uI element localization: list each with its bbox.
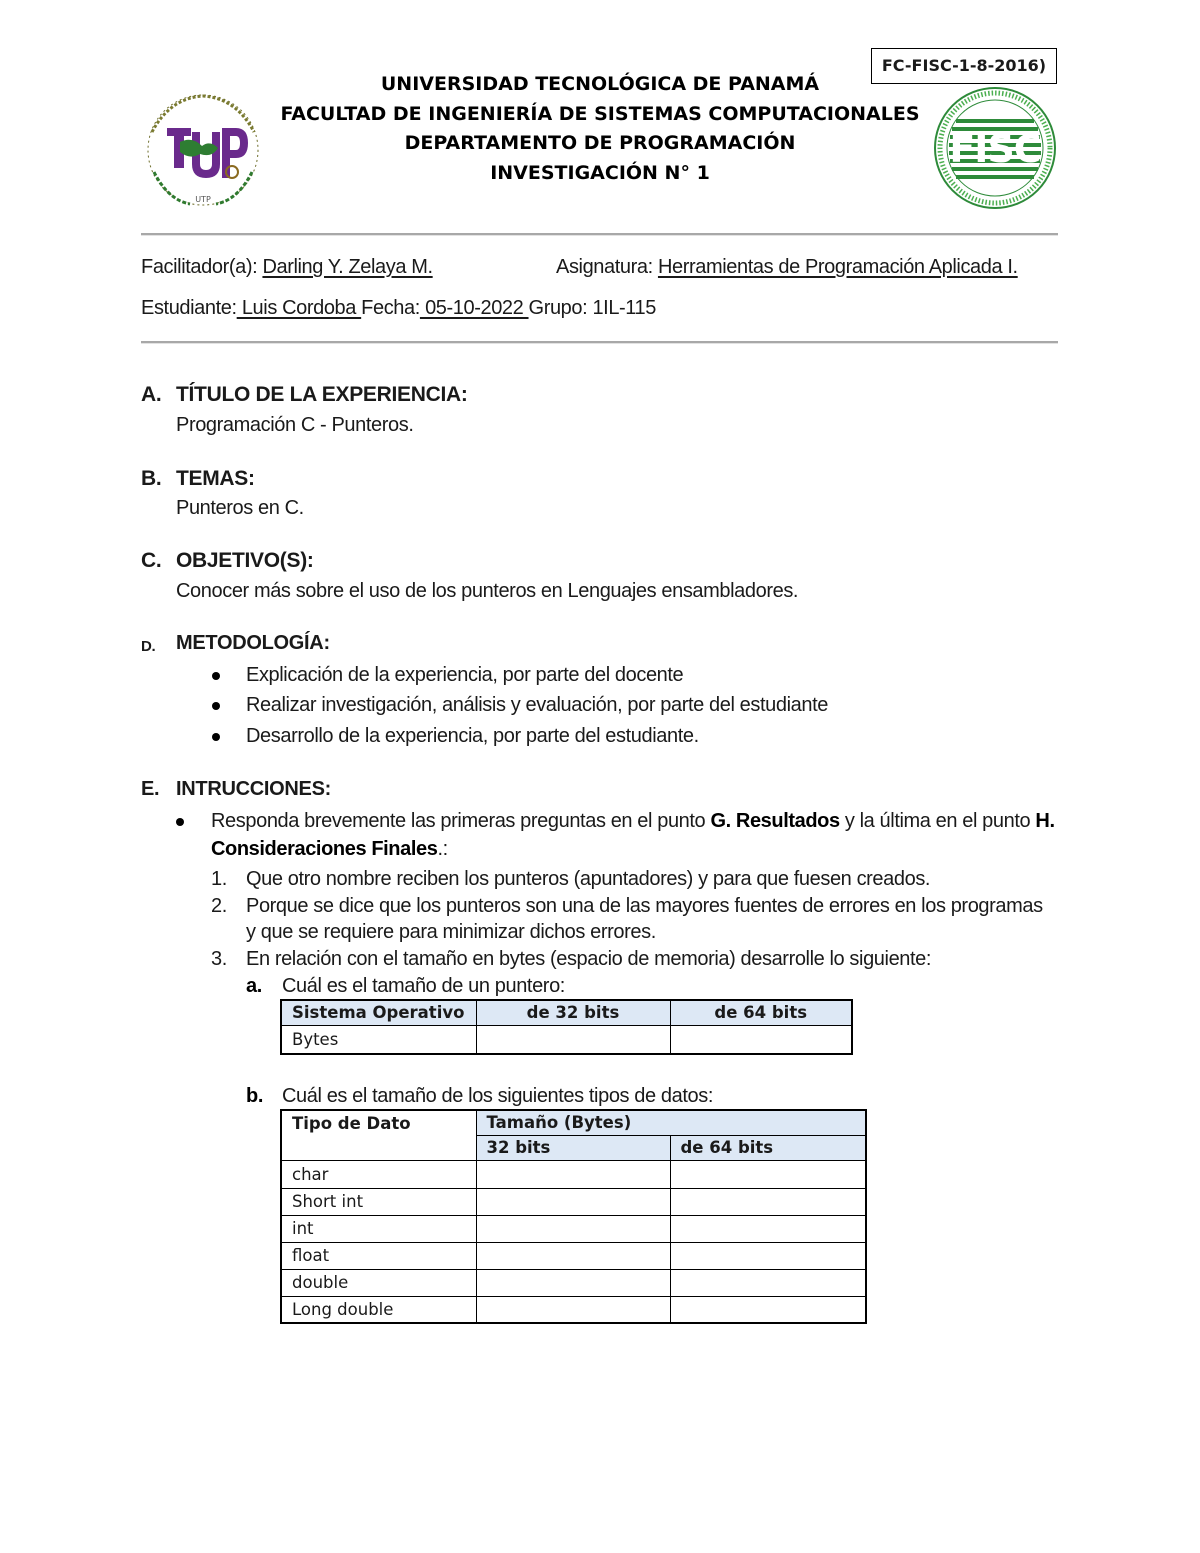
question-number: 2. <box>211 895 227 917</box>
table-cell-input[interactable] <box>476 1160 670 1188</box>
table-cell-input[interactable] <box>670 1242 866 1269</box>
section-c-body: Conocer más sobre el uso de los punteros en Lenguajes ensambladores. <box>176 580 799 602</box>
final-considerations-letter: H. <box>1035 810 1055 832</box>
header-divider <box>141 233 1058 235</box>
table-header-cell: de 64 bits <box>670 1135 866 1160</box>
table-header-cell: de 32 bits <box>476 1000 670 1025</box>
table-cell-input[interactable] <box>476 1025 670 1054</box>
table-cell-input[interactable] <box>670 1215 866 1242</box>
sub-question-letter: b. <box>246 1085 263 1107</box>
section-e-letter: E. <box>141 778 160 800</box>
methodology-item: Explicación de la experiencia, por parte del docente <box>246 664 684 686</box>
table-header-row <box>281 1000 852 1025</box>
table-row <box>281 1242 866 1269</box>
instructions-text: y la última en el punto <box>839 810 1036 832</box>
table-header-cell: Sistema Operativo <box>281 1000 476 1025</box>
subject-label: Asignatura: <box>556 256 653 278</box>
methodology-item: Realizar investigación, análisis y evaluación, por parte del estudiante <box>246 694 828 716</box>
info-divider <box>141 341 1058 343</box>
section-c-title: OBJETIVO(S): <box>176 549 314 572</box>
data-types-size-table <box>280 1109 867 1324</box>
table-cell-input[interactable] <box>670 1025 852 1054</box>
table-row <box>281 1296 866 1323</box>
section-a-body: Programación C - Punteros. <box>176 414 414 436</box>
table-row <box>281 1025 852 1054</box>
form-code-box: FC-FISC-1-8-2016) <box>871 48 1057 84</box>
group-label: Grupo: <box>528 297 588 319</box>
student-line <box>141 297 656 320</box>
table-cell: char <box>281 1160 476 1188</box>
table-cell-input[interactable] <box>476 1188 670 1215</box>
methodology-item: Desarrollo de la experiencia, por parte del estudiante. <box>246 725 699 747</box>
question-number: 3. <box>211 948 227 970</box>
student-value: Luis Cordoba <box>236 297 362 319</box>
faculty-name: FACULTAD DE INGENIERÍA DE SISTEMAS COMPUTACIONALES <box>280 102 920 125</box>
instructions-bullet-line2 <box>211 838 448 861</box>
facilitator-value: Darling Y. Zelaya M. <box>262 256 433 278</box>
table-cell-input[interactable] <box>476 1242 670 1269</box>
facilitator-line <box>141 256 433 279</box>
table-cell: Bytes <box>281 1025 476 1054</box>
table-cell: Short int <box>281 1188 476 1215</box>
table-row <box>281 1269 866 1296</box>
table-header-cell: 32 bits <box>476 1135 670 1160</box>
date-value: 05-10-2022 <box>419 297 529 319</box>
student-label: Estudiante: <box>141 297 237 319</box>
group-value: 1IL-115 <box>587 297 656 319</box>
table-cell-input[interactable] <box>670 1160 866 1188</box>
table-header-group: Tamaño (Bytes) <box>476 1110 866 1135</box>
sub-question-a: Cuál es el tamaño de un puntero: <box>282 975 565 997</box>
subject-line <box>556 256 1018 279</box>
table-cell: double <box>281 1269 476 1296</box>
sub-question-letter: a. <box>246 975 262 997</box>
instructions-text: Responda brevemente las primeras preguntas en el punto <box>211 810 711 832</box>
table-cell-input[interactable] <box>670 1188 866 1215</box>
question-1: Que otro nombre reciben los punteros (apuntadores) y para que fuesen creados. <box>246 868 931 890</box>
final-considerations-reference: Consideraciones Finales <box>211 838 438 860</box>
section-a-letter: A. <box>141 383 162 406</box>
section-c-letter: C. <box>141 549 162 572</box>
table-row <box>281 1215 866 1242</box>
table-cell: float <box>281 1242 476 1269</box>
section-d-title: METODOLOGÍA: <box>176 632 330 654</box>
table-cell: Long double <box>281 1296 476 1323</box>
bullet-dot <box>212 733 220 741</box>
svg-text:FISC: FISC <box>949 127 1041 171</box>
section-a-title: TÍTULO DE LA EXPERIENCIA: <box>176 383 468 406</box>
results-reference: G. Resultados <box>710 810 840 832</box>
instructions-text: .: <box>437 838 448 860</box>
department-name: DEPARTAMENTO DE PROGRAMACIÓN <box>404 132 796 154</box>
table-header-row <box>281 1110 866 1135</box>
bullet-dot <box>176 818 184 826</box>
bullet-dot <box>212 672 220 680</box>
fisc-logo <box>932 85 1058 211</box>
table-cell-input[interactable] <box>670 1269 866 1296</box>
section-b-letter: B. <box>141 467 162 490</box>
section-d-letter: D. <box>141 638 156 655</box>
table-cell: int <box>281 1215 476 1242</box>
utp-logo <box>140 92 266 210</box>
table-row <box>281 1160 866 1188</box>
table-cell-input[interactable] <box>476 1296 670 1323</box>
svg-text:UTP: UTP <box>195 195 211 204</box>
table-cell-input[interactable] <box>670 1296 866 1323</box>
section-e-title: INTRUCCIONES: <box>176 778 331 800</box>
document-title: INVESTIGACIÓN N° 1 <box>490 161 710 184</box>
university-name: UNIVERSIDAD TECNOLÓGICA DE PANAMÁ <box>380 73 820 95</box>
facilitator-label: Facilitador(a): <box>141 256 258 278</box>
header-titles <box>200 70 1000 188</box>
table-header-cell: Tipo de Dato <box>281 1110 476 1160</box>
table-cell-input[interactable] <box>476 1269 670 1296</box>
date-label: Fecha: <box>361 297 420 319</box>
bullet-dot <box>212 702 220 710</box>
section-b-body: Punteros en C. <box>176 497 304 519</box>
pointer-size-table <box>280 999 853 1055</box>
instructions-bullet-line1 <box>211 810 1055 833</box>
table-header-cell: de 64 bits <box>670 1000 852 1025</box>
question-2-line2: y que se requiere para minimizar dichos errores. <box>246 921 656 943</box>
table-row <box>281 1188 866 1215</box>
section-b-title: TEMAS: <box>176 467 255 490</box>
sub-question-b: Cuál es el tamaño de los siguientes tipos de datos: <box>282 1085 713 1107</box>
subject-value: Herramientas de Programación Aplicada I. <box>657 256 1018 278</box>
question-3: En relación con el tamaño en bytes (espacio de memoria) desarrolle lo siguiente: <box>246 948 932 970</box>
table-cell-input[interactable] <box>476 1215 670 1242</box>
question-number: 1. <box>211 868 227 890</box>
question-2-line1: Porque se dice que los punteros son una de las mayores fuentes de errores en los programas <box>246 895 1043 917</box>
